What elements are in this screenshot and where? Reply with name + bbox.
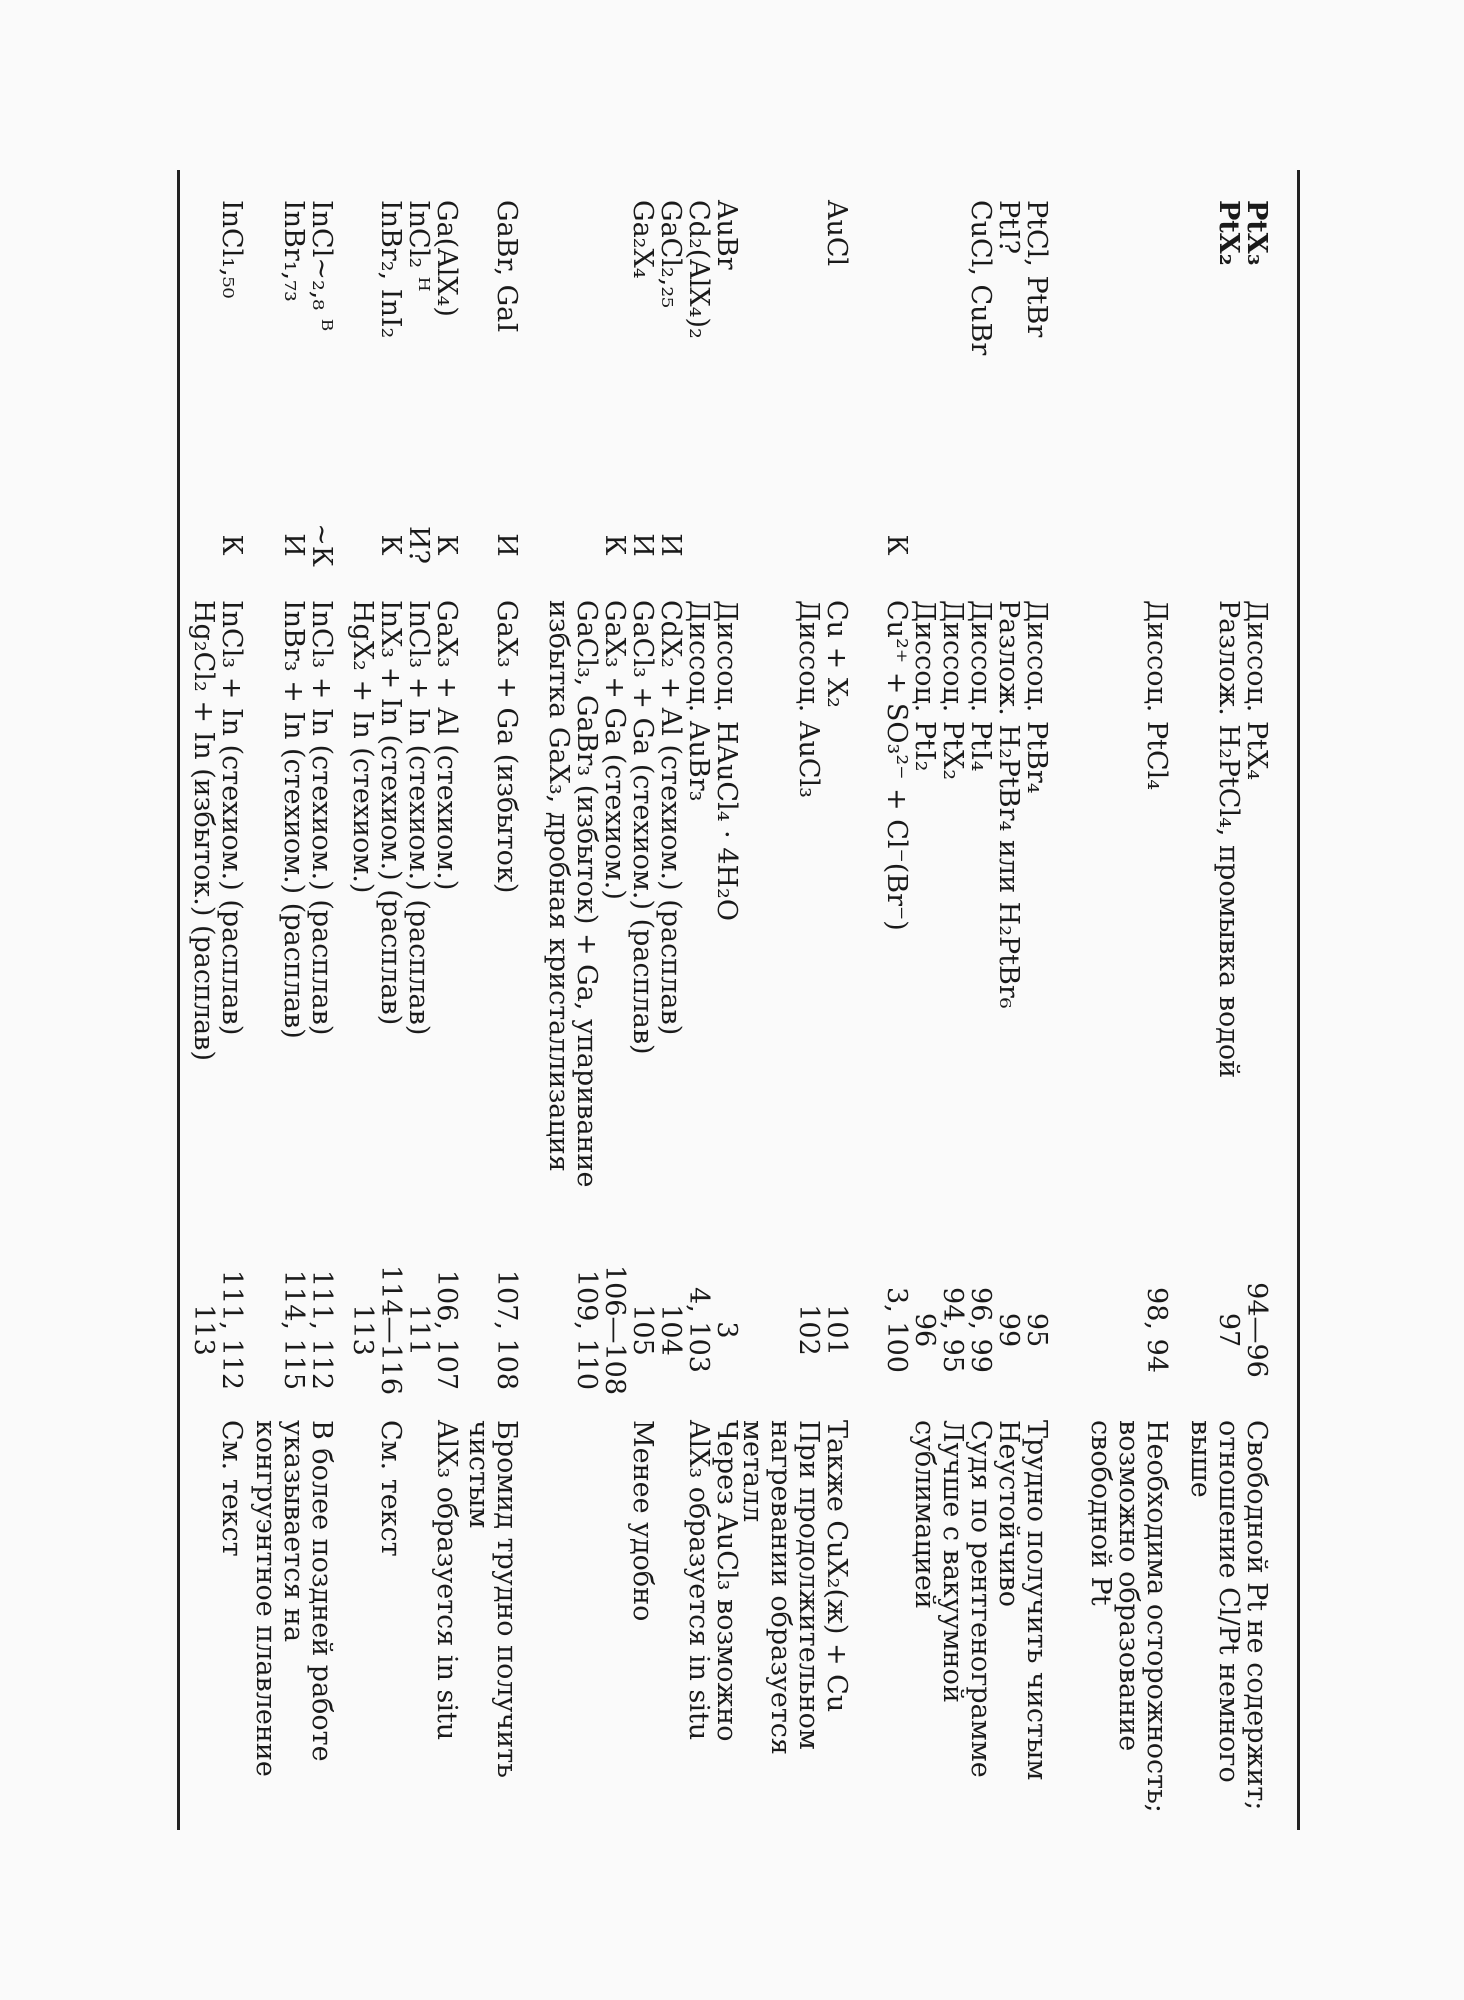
method-cell [492, 600, 520, 1250]
method: Диссоц. PtI₂ [909, 600, 940, 772]
ref: 106, 107 [431, 1269, 462, 1391]
method: InBr₃ + In (стехиом.) (расплав) [278, 600, 309, 1039]
type-cell: К [216, 534, 247, 556]
compound: AuBr [711, 200, 742, 270]
compound: GaCl₂,₂₅ [655, 200, 686, 309]
note: Трудно получить чистым [1021, 1420, 1052, 1781]
compound: InBr₂, InI₂ [375, 200, 406, 339]
compound-cell [1214, 200, 1270, 500]
ref: 3, 100 [881, 1287, 912, 1373]
ref: 111, 112 [216, 1269, 247, 1391]
method: Диссоц. PtX₄ [1241, 600, 1272, 781]
type: К [599, 534, 630, 556]
method: InCl₃ + In (стехиом.) (расплав) [306, 600, 337, 1036]
note-cell: См. текст [216, 1420, 247, 1557]
ref: 98, 94 [1141, 1287, 1172, 1373]
compound: PtX₂ [1213, 200, 1244, 266]
method: Диссоц. PtBr₄ [1021, 600, 1052, 794]
compound: AuCl [821, 200, 852, 267]
ref: 4, 103 [683, 1287, 714, 1373]
note: Судя по рентгенограмме [965, 1420, 996, 1778]
rotated-table-page [160, 170, 1300, 1830]
method: CdX₂ + Al (стехиом.) (расплав) [655, 600, 686, 1036]
refs-cell [279, 1260, 335, 1400]
note: Неустойчиво [993, 1420, 1024, 1608]
type: И [278, 533, 309, 557]
note-cell [738, 1420, 850, 1830]
method: Диссоц. PtI₄ [965, 600, 996, 772]
ref: 96, 99 [965, 1287, 996, 1373]
ref: 111, 112 [306, 1269, 337, 1391]
method: HgX₂ + In (стехиом.) [347, 600, 378, 894]
method: Разлож. H₂PtBr₄ или H₂PtBr₆ [993, 600, 1024, 1009]
compound: GaBr, GaI [491, 200, 522, 333]
compound-cell [628, 200, 740, 500]
compound: PtI? [993, 200, 1024, 255]
note-cell [628, 1420, 740, 1830]
method-cell [1214, 600, 1270, 1250]
method: Hg₂Cl₂ + In (избыток.) (расплав) [188, 600, 219, 1061]
rule-bottom [177, 170, 180, 1830]
ref: 105 [627, 1304, 658, 1356]
method: Диссоц. AuBr₃ [683, 600, 714, 802]
ref: 3 [711, 1321, 742, 1339]
compound: PtX₃ [1241, 200, 1272, 266]
method: Диссоц. HAuCl₄ · 4H₂O [711, 600, 742, 921]
compound-cell [217, 200, 245, 500]
note: Также CuX₂(ж) + Cu [821, 1420, 852, 1713]
refs-cell [189, 1260, 245, 1400]
ref: 104 [655, 1304, 686, 1356]
ref: 96 [909, 1312, 940, 1348]
method: Диссоц. AuCl₃ [793, 600, 824, 798]
method: Диссоц. PtX₂ [937, 600, 968, 781]
ref: 106—108 [599, 1264, 630, 1396]
refs-cell [1214, 1260, 1270, 1400]
compound: Cd₂(AlX₄)₂ [683, 200, 714, 339]
compound: InCl₂ ᴴ [403, 200, 434, 292]
method: GaX₃ + Ga (стехиом.) [599, 600, 630, 900]
note: Лучше с вакуумной сублимацией [909, 1420, 968, 1703]
ref: 94, 95 [937, 1287, 968, 1373]
ref: 97 [1213, 1312, 1244, 1348]
method-cell [348, 600, 460, 1250]
refs-cell [572, 1260, 740, 1400]
method: GaCl₃ + Ga (стехиом.) (расплав) [627, 600, 658, 1055]
refs-cell [1142, 1260, 1170, 1400]
method: GaX₃ + Al (стехиом.) [431, 600, 462, 891]
compound: CuCl, CuBr [965, 200, 996, 356]
note: См. текст [375, 1420, 406, 1557]
compound: Ga₂X₄ [627, 200, 658, 279]
method: Разлож. H₂PtCl₄, промывка водой [1213, 600, 1244, 1079]
ref: 102 [793, 1304, 824, 1356]
method: GaX₃ + Ga (избыток) [491, 600, 522, 894]
type-cell: И [491, 533, 522, 557]
refs-cell [492, 1260, 520, 1400]
method-cell [279, 600, 335, 1250]
note [656, 1420, 684, 1830]
type-cell [600, 500, 684, 590]
ref: 107, 108 [491, 1269, 522, 1391]
compound: PtCl, PtBr [1021, 200, 1052, 338]
note-cell: В более поздней работе указывается на конгруэнтное плавление [250, 1420, 337, 1777]
method: Cu²⁺ + SO₃²⁻ + Cl⁻(Br⁻) [881, 600, 912, 931]
type: И [627, 533, 658, 557]
ref: 109, 110 [571, 1269, 602, 1391]
refs-cell [348, 1260, 460, 1400]
compound-cell [279, 200, 335, 500]
ref: 113 [188, 1304, 219, 1356]
ref: 95 [1021, 1312, 1052, 1348]
type: К [375, 534, 406, 556]
ref: 114—116 [375, 1264, 406, 1396]
method: GaCl₃, GaBr₃ (избыток) + Ga, упаривание избытка GaX₃, дробная кристаллизация [543, 600, 602, 1188]
type: ~К [306, 523, 337, 567]
method: InCl₃ + In (стехиом.) (расплав) [216, 600, 247, 1036]
compound: InCl~₂,₈ ᴮ [306, 200, 337, 332]
type-cell: К [881, 534, 912, 556]
type: И? [403, 525, 434, 565]
compound-cell [376, 200, 460, 500]
note-cell [376, 1420, 460, 1830]
note-cell: Необходима осторожность; возможно образование свободной Pt [1085, 1420, 1172, 1813]
compound-cell [492, 200, 520, 500]
ref: 113 [347, 1304, 378, 1356]
type-cell [279, 500, 335, 590]
note: AlX₃ образуется in situ [683, 1420, 714, 1741]
ref: 99 [993, 1312, 1024, 1348]
compound-cell [822, 200, 850, 500]
rule-top [1297, 170, 1300, 1830]
note: AlX₃ образуется in situ [431, 1420, 462, 1741]
ref: 94—96 [1241, 1282, 1272, 1378]
type: И [655, 533, 686, 557]
method: Cu + X₂ [821, 600, 852, 708]
ref: 101 [821, 1304, 852, 1356]
compound: Ga(AlX₄) [431, 200, 462, 317]
note [404, 1420, 432, 1830]
method: InX₃ + In (стехиом.) (расплав) [375, 600, 406, 1026]
note: Через AuCl₃ возможно [711, 1420, 742, 1742]
type: К [431, 534, 462, 556]
note-cell [910, 1420, 1050, 1830]
type-cell [376, 500, 460, 590]
method-cell [544, 600, 740, 1250]
compound: InBr₁,₇₃ [278, 200, 309, 302]
note: Менее удобно [627, 1420, 658, 1622]
compound-cell [966, 200, 1050, 500]
note: При продолжительном нагревании образуется металл [737, 1420, 824, 1755]
method: Диссоц. PtCl₄ [1141, 600, 1172, 791]
method-cell [1142, 600, 1170, 1250]
note-cell: Свободной Pt не содержит; отношение Cl/Pt немного выше [1185, 1420, 1272, 1811]
ref: 111 [403, 1304, 434, 1356]
note-cell: Бромид трудно получить чистым [463, 1420, 522, 1778]
method-cell [882, 600, 1050, 1250]
compound: InCl₁,₅₀ [216, 200, 247, 299]
method-cell [794, 600, 850, 1250]
method-cell [189, 600, 245, 1250]
method: InCl₃ + In (стехиом.) (расплав) [403, 600, 434, 1036]
refs-cell [882, 1260, 1050, 1400]
refs-cell [794, 1260, 850, 1400]
ref: 114, 115 [278, 1269, 309, 1391]
